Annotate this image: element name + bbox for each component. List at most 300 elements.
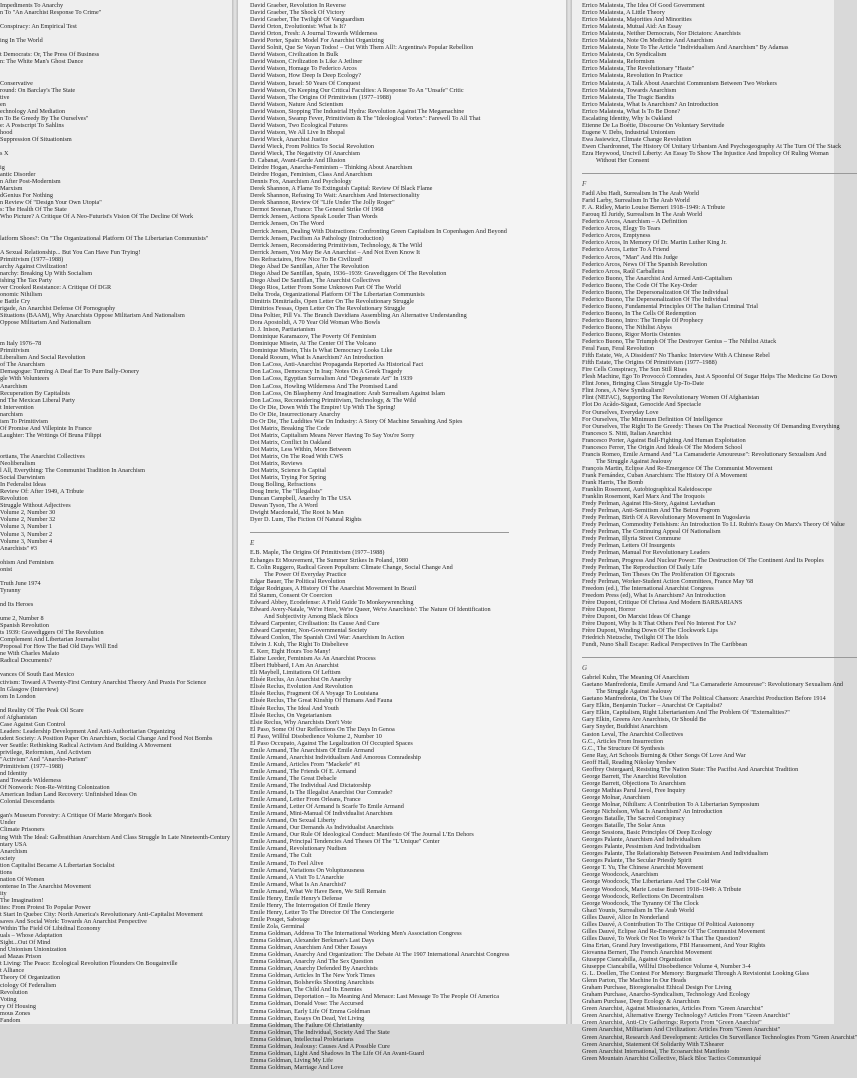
bibliography-entry: Graham Purchase, Anarcho-Syndicalism, Technology And Ecology — [582, 991, 750, 999]
bibliography-entry: ry Of Housing — [0, 1002, 37, 1010]
bibliography-entry: El Paso, Willful Disobedience Volume 2, Number 10 — [250, 732, 382, 740]
bibliography-entry: Edward Abbey, Ecodefense: A Field Guide To Monkeywrenching — [250, 598, 414, 606]
bibliography-entry: nd Its Heroes — [0, 600, 34, 608]
bibliography-entry: Francesco Ferrer, The Origin And Ideals Of The Modern School — [582, 443, 743, 451]
bibliography-entry: Fredy Perlman, Illyria Street Commune — [582, 535, 681, 543]
bibliography-entry: Emma Goldman, Living My Life — [250, 1056, 333, 1064]
bibliography-entry: ishing The Tax Party — [0, 276, 52, 284]
bibliography-entry: Federico Arcos, News Of The Spanish Revolution — [582, 260, 708, 268]
bibliography-entry: ver Crooked Resistance: A Critique Of DGR — [0, 283, 112, 291]
bibliography-entry: Emma Goldman, Bolsheviks Shooting Anarchists — [250, 979, 374, 987]
bibliography-entry: Edward Avery-Natale, 'We're Here, We're Queer, We're Anarchists': The Nature Of Identification — [250, 605, 491, 613]
bibliography-entry: George Nicholson, What Is Anarchism? An Introduction — [582, 808, 723, 816]
bibliography-entry: rigade, An Anarchist Defense Of Pornography — [0, 305, 116, 313]
bibliography-entry: Edward Carpenter, Civilisation: Its Cause And Cure — [250, 619, 380, 627]
bibliography-entry: Duncan Campbell, Anarchy In The USA — [250, 495, 352, 503]
bibliography-entry: David Watson, We All Live In Bhopal — [250, 128, 345, 136]
bibliography-entry: Elisée Reclus, An Anarchist On Anarchy — [250, 676, 352, 684]
bibliography-entry: George Woodcock, Anarchism — [582, 871, 659, 879]
bibliography-entry: narchy: Breaking Up With Socialism — [0, 269, 93, 277]
bibliography-entry: Flint Jones, Bringing Class Struggle Up-To-Date — [582, 380, 704, 388]
bibliography-entry: Gaetano Manfredonia, Emile Armand And "La Camaraderie Amoureuse": Revolutionary Sexualism And — [582, 681, 844, 689]
bibliography-entry: ne With Charles Malato — [0, 650, 60, 658]
bibliography-entry: Demagogue: Turning A Deaf Ear To Pure Bally-Oonery — [0, 368, 140, 376]
bibliography-entry: Tyranny — [0, 586, 21, 594]
bibliography-entry: Des Refractaires, How Nice To Be Civilized! — [250, 255, 363, 263]
bibliography-entry: Do Or Die, Insurrectionary Anarchy — [250, 410, 341, 418]
bibliography-entry: Spanish Revolution — [0, 622, 50, 630]
bibliography-entry: François Martin, Eclipse And Re-Emergence Of The Communist Movement — [582, 464, 773, 472]
bibliography-entry: David Watson, Two Ecological Futures — [250, 121, 348, 129]
bibliography-entry: Under — [0, 819, 16, 827]
bibliography-entry: Dwight Macdonald, The Root Is Man — [250, 509, 344, 517]
bibliography-entry: m Italy 1976–78 — [0, 340, 42, 348]
bibliography-entry: Green Anarchist, Statement Of Solidarity With T.Shearer — [582, 1040, 725, 1048]
bibliography-entry: Derrick Jensen, Pacifism As Pathology (Introduction) — [250, 234, 384, 242]
bibliography-entry: Derek Shannon, Refusing To Wait: Anarchism And Intersectionality — [250, 192, 420, 200]
bibliography-entry — [0, 72, 230, 79]
bibliography-entry: Derrick Jensen, Dealing With Distractions: Confronting Green Capitalism In Copenhagen And Beyond — [250, 227, 507, 235]
bibliography-entry: narchism — [0, 410, 23, 418]
bibliography-entry: Emma Goldman, Essays On Dead, Yet Living — [250, 1014, 365, 1022]
bibliography-entry: t Start In Quebec City: North America's Revolutionary Anti-Capitalist Movement — [0, 911, 203, 919]
section-divider — [582, 173, 857, 174]
bibliography-entry: Geoffrey Ostergaard, Resisting The Nation State: The Pacifist And Anarchist Tradition — [582, 765, 799, 773]
bibliography-entry: hood — [0, 128, 13, 136]
bibliography-entry — [0, 446, 230, 453]
bibliography-entry: Fifth Estate, We, A Dissident? No Thanks: Interview With A Chinese Rebel — [582, 352, 770, 360]
bibliography-entry: Revolution — [0, 988, 28, 996]
bibliography-entry: Delta Troda, Organizational Platform Of The Libertarian Communists — [250, 290, 425, 298]
bibliography-entry: Graham Purchase, Deep Ecology & Anarchism — [582, 998, 700, 1006]
bibliography-entry: Gary Elkin, Greens Are Anarchists, Or Should Be — [582, 716, 707, 724]
bibliography-entry: Green Anarchist, Militarism And Civilization: Articles From "Green Anarchist" — [582, 1026, 781, 1034]
bibliography-entry: Primitivism — [0, 347, 30, 355]
bibliography-entry: Emile Armand, The Anarchism Of Emile Armand — [250, 746, 374, 754]
bibliography-entry: George Sessions, Basic Principles Of Deep Ecology — [582, 829, 712, 837]
bibliography-entry: t Democrats: Or, The Press Of Business — [0, 51, 100, 59]
bibliography-entry: Review Of: After 1949, A Tribute — [0, 488, 84, 496]
bibliography-entry: David Graeber, The Twilight Of Vanguardism — [250, 16, 365, 24]
bibliography-entry — [0, 143, 230, 150]
bibliography-entry: Emile Zola, Germinal — [250, 922, 305, 930]
bibliography-entry: ism To Primitivism — [0, 417, 48, 425]
bibliography-entry: Emile Armand, Letter From Orleans, France — [250, 796, 361, 804]
bibliography-entry — [0, 664, 230, 671]
bibliography-entry: Eli Maybell, Limitations Of Leftism — [250, 669, 341, 677]
bibliography-entry: David Watson, Homage To Federico Arcos — [250, 65, 357, 73]
bibliography-entry: Francesco Porter, Against Bull-Fighting And Human Exploitation — [582, 436, 746, 444]
bibliography-entry: Emile Armand, The Individual And Dictatorship — [250, 782, 371, 790]
bibliography-entry: Within The Field Of Libidinal Economy — [0, 925, 101, 933]
bibliography-entry: onist — [0, 565, 13, 573]
bibliography-entry: Climate Prisoners — [0, 826, 45, 834]
bibliography-entry: n Review Of "Design Your Own Utopia" — [0, 199, 102, 207]
bibliography-entry: Edgar Rodrigues, A History Of The Anarchist Movement In Brazil — [250, 584, 417, 592]
bibliography-entry: Emile Armand, A Visit To L'Anarchie — [250, 873, 344, 881]
bibliography-entry: round: On Barclay's The State — [0, 86, 76, 94]
bibliography-entry: Giuseppe Ciancabilla, Willful Disobedience Volume 4, Number 3-4 — [582, 963, 751, 971]
bibliography-entry: Gilles Dauvé, To Work Or Not To Work? Is That The Question? — [582, 934, 742, 942]
bibliography-entry: Situations (BAAM), Why Anarchists Oppose Militarism And Nationalism — [0, 312, 185, 320]
bibliography-entry: nation Of Women — [0, 875, 45, 883]
bibliography-entry: Do Or Die, The Luddites War On Industry: A Story Of Machine Smashing And Spies — [250, 417, 463, 425]
bibliography-entry: Diego Abad De Santillan, After The Revolution — [250, 262, 369, 270]
bibliography-entry — [0, 333, 230, 340]
bibliography-entry: s X — [0, 149, 9, 157]
bibliography-entry: en — [0, 100, 6, 108]
bibliography-entry: Don LaCoss, Howling Wilderness And The Promised Land — [250, 382, 398, 390]
bibliography-entry: Frank Fernández, Cuban Anarchism: The History Of A Movement — [582, 471, 748, 479]
bibliography-entry: Emile Armand, Anarchist Individualism And Amorous Comradeship — [250, 753, 421, 761]
bibliography-entry: Ewen Chardronnet, The History Of Unitary Urbanism And Psychogeography At The Turn Of The Stack — [582, 142, 842, 150]
bibliography-entry: The Struggle Against Jealousy — [596, 457, 673, 465]
bibliography-entry: Revolution — [0, 495, 28, 503]
bibliography-entry: vances Of South East Mexico — [0, 671, 75, 679]
bibliography-entry: Georges Bataille, The Sacred Conspiracy — [582, 815, 685, 823]
bibliography-entry: Sight...Out Of Mind — [0, 939, 51, 947]
bibliography-entry: Dominique Karamazov, The Poverty Of Feminism — [250, 333, 377, 341]
bibliography-entry: Derek Shannon, Review Of "Life Under The Jolly Roger" — [250, 199, 395, 207]
bibliography-entry: Emma Goldman, Address To The International Working Men's Association Congress — [250, 930, 462, 937]
bibliography-entry: Errico Malatesta, A Little Theory — [582, 9, 665, 17]
bibliography-entry: Gary Elkin, Benjamin Tucker – Anarchist Or Capitalist? — [582, 702, 723, 710]
bibliography-entry: Federico Buono, Fundamental Principles Of The Italian Criminal Trial — [582, 302, 759, 310]
bibliography-entry: Dot Matrix, On The Road With CWS — [250, 453, 344, 460]
bibliography-entry — [0, 700, 230, 707]
bibliography-entry: G.C., Articles From Insurrection — [582, 737, 664, 745]
bibliography-entry: Emile Armand, Mini-Manual Of Individualist Anarchism — [250, 810, 393, 818]
bibliography-entry: Giuseppe Ciancabilla, Against Organization — [582, 956, 692, 963]
bibliography-entry: of The Anarchism — [0, 361, 45, 369]
bibliography-entry: Fredy Perlman, The Continuing Appeal Of Nationalism — [582, 528, 721, 536]
bibliography-entry: Federico Arcos, "Man" And His Judge — [582, 253, 678, 261]
bibliography-entry: Errico Malatesta, Towards Anarchism — [582, 86, 677, 94]
right-page — [572, 0, 857, 1062]
bibliography-entry: e: A Postscript To Sahlins — [0, 121, 64, 129]
bibliography-entry: David Watson, Israel: 50 Years Of Conquest — [250, 79, 361, 87]
bibliography-entry: The Power Of Everyday Practice — [264, 570, 347, 578]
bibliography-entry: Fredy Perlman, Birth Of A Revolutionary Movement In Yugoslavia — [582, 514, 750, 522]
bibliography-entry: Emile Armand, Principal Tendencies And Theses Of The "L'Unique" Center — [250, 838, 440, 846]
bibliography-entry: George Barrett, The Anarchist Revolution — [582, 772, 687, 780]
bibliography-entry: Federico Buono, In The Cells Of Redemption — [582, 309, 696, 317]
bibliography-entry: Proposal For How The Bad Old Days Will End — [0, 643, 118, 651]
bibliography-entry: Graham Purchase, Bioregionalist Ethical Design For Living — [582, 984, 732, 992]
bibliography-entry: tive — [0, 93, 10, 101]
bibliography-entry: ciology Of Federalism — [0, 981, 57, 989]
bibliography-entry: David Orton, Fresh: A Journal Towards Wilderness — [250, 30, 378, 38]
bibliography-entry: Fifth Estate, The Origins Of Primitivism (1977–1988) — [582, 359, 717, 367]
bibliography-entry: Emile Armand, Letter Of Armand Is Scarfe To Emile Armand — [250, 803, 404, 811]
bibliography-entry: David Porter, Spain: Model For Anarchist Organizing — [250, 37, 384, 45]
bibliography-entry: Fredy Perlman, Against His-Story, Against Leviathan — [582, 500, 716, 508]
bibliography-entry: Ghazi Younis, Surrealism In The Arab World — [582, 906, 695, 914]
bibliography-entry: George Molnar, Anarchism — [582, 793, 650, 801]
bibliography-entry: Green Mountain Anarchist Collective, Black Bloc Tactics Communiqué — [582, 1054, 762, 1062]
bibliography-entry: Marxism — [0, 185, 23, 193]
bibliography-entry: Volume 3, Number 1 — [0, 523, 53, 531]
bibliography-entry: American Indian Land Recovery: Unfinished Ideas On — [0, 791, 137, 799]
bibliography-entry: ing With The Ideal: Galbraithian Anarchism And Class Struggle In Late Nineteenth-Century — [0, 833, 230, 841]
bibliography-entry: Anarchism — [0, 847, 28, 855]
middle-page — [238, 0, 566, 1071]
bibliography-entry: nd Identity — [0, 770, 28, 778]
bibliography-entry: Do Or Die, Down With The Empire! Up With The Spring! — [250, 403, 396, 411]
bibliography-entry: In Federalist Ideas — [0, 481, 47, 489]
bibliography-entry: Derrick Jensen, On The Word — [250, 220, 325, 228]
bibliography-entry: The Struggle Against Jealousy — [596, 688, 673, 696]
bibliography-entry: uals – Whose Adaptation — [0, 932, 63, 940]
bibliography-entry: Fandom — [0, 1016, 21, 1024]
bibliography-entry: Farouq El Juridy, Surrealism In The Arab World — [582, 211, 703, 219]
bibliography-entry: saves And Social Work: Towards An Anarchist Perspective — [0, 918, 147, 926]
bibliography-entry: Friedrich Nietzsche, Twilight Of The Idols — [582, 634, 689, 642]
bibliography-entry: A Sexual Relationship... But You Can Have Fun Trying! — [0, 248, 141, 256]
bibliography-entry: dGenius For Nothing — [0, 192, 53, 200]
bibliography-entry — [0, 326, 230, 333]
bibliography-entry: ociety — [0, 854, 16, 862]
bibliography-entry: Gina Ertan, Grand Jury Investigations, FBI Harassment, And Your Rights — [582, 941, 766, 949]
bibliography-entry: ontense In The Anarchist Movement — [0, 882, 91, 890]
bibliography-entry: Gene Ray, Art Schools Burning & Other Songs Of Love And War — [582, 751, 746, 759]
bibliography-entry: Errico Malatesta, Neither Democrats, Nor Dictators: Anarchists — [582, 30, 741, 38]
bibliography-entry: Errico Malatesta, Revolution In Practice — [582, 72, 683, 80]
bibliography-entry: David Solnit, Que Se Vayan Todos! – Out With Them All!: Argentina's Popular Rebellion — [250, 44, 474, 52]
bibliography-entry: Emma Goldman, Anarchy And The Sex Question — [250, 958, 374, 966]
bibliography-entry: Federico Arcos, Elegy To Tears — [582, 225, 661, 233]
bibliography-entry: Emile Henry, Letter To The Director Of The Conciergerie — [250, 908, 394, 916]
bibliography-entry: Green Anarchist, Against Missionaries, Articles From "Green Anarchist" — [582, 1005, 764, 1013]
bibliography-entry: Voting — [0, 995, 17, 1003]
bibliography-entry: t Alliance — [0, 967, 25, 975]
bibliography-entry: Emile Armand, The Friends Of E. Armand — [250, 767, 357, 775]
bibliography-entry: Federico Arcos, Letter To A Friend — [582, 246, 670, 254]
section-letter: F — [582, 180, 587, 189]
right-page-entries — [582, 2, 857, 1069]
bibliography-entry: Francis Romeo, Emile Armand And "La Camaraderie Amoureuse": Revolutionary Sexualism And — [582, 450, 827, 458]
bibliography-entry: Franklin Rosemont, Autobiographical Kaleidoscope — [582, 486, 712, 494]
bibliography-entry: ity — [0, 889, 7, 897]
bibliography-entry: George Woodcock, Reflections On Decentralism — [582, 892, 704, 900]
bibliography-entry: Gilles Dauvé, Eclipse And Re-Emergence Of The Communist Movement — [582, 927, 766, 935]
bibliography-entry: Emma Goldman, Anarchy Defended By Anarchists — [250, 965, 378, 973]
bibliography-entry: Diego Rios, Letter From Some Unknown Part Of The World — [250, 283, 401, 291]
bibliography-entry: Errico Malatesta, The Idea Of Good Government — [582, 2, 705, 9]
bibliography-entry: David Watson, Swamp Fever, Primitivism & The "Ideological Vortex": Farewell To All That — [250, 114, 481, 122]
bibliography-entry: Complement And Libertarian Journalist — [0, 636, 100, 644]
bibliography-entry: Elisée Reclus, The Ideal And Youth — [250, 704, 339, 712]
bibliography-entry: Recuperation By Capitalists — [0, 389, 70, 397]
section-divider — [582, 657, 857, 658]
bibliography-entry: Don LaCoss, Anti-Anarchist Propaganda Reported As Historical Fact — [250, 361, 424, 369]
bibliography-entry: George Molnar, Nihilism: A Contribution To A Libertarian Symposium — [582, 800, 760, 808]
bibliography-entry: Fredy Perlman, Ten Theses On The Proliferation Of Egocrats — [582, 570, 735, 578]
bibliography-entry: Dot Matrix, Capitalism Means Never Having To Say You're Sorry — [250, 431, 415, 439]
bibliography-entry: Emma Goldman, Donald Vose: The Accursed — [250, 1000, 364, 1008]
bibliography-entry: Gaston Leval, The Anarchist Collectives — [582, 730, 684, 738]
bibliography-entry: Errico Malatesta, A Talk About Anarchist Communism Between Two Workers — [582, 79, 777, 87]
bibliography-entry: ntary USA — [0, 840, 27, 848]
bibliography-entry: Gary Snyder, Buddhist Anarchism — [582, 723, 668, 731]
bibliography-entry: Laughter: The Writings Of Bruna Filippi — [0, 431, 102, 439]
bibliography-entry: Frank Harris, The Bomb — [582, 479, 644, 486]
bibliography-entry: Emma Goldman, The Failure Of Christianity — [250, 1021, 363, 1029]
bibliography-entry: Colonial Descendants — [0, 798, 55, 806]
bibliography-entry: Emma Goldman, The Individual, Society And The State — [250, 1028, 390, 1036]
bibliography-entry: Dot Matrix, Less Within, More Between — [250, 445, 351, 453]
bibliography-entry: Emile Armand, Our Rule Of Ideological Conduct: Manifesto Of The Journal L'En Dehors — [250, 831, 474, 839]
bibliography-entry: David Graeber, Revolution In Reverse — [250, 2, 346, 9]
bibliography-entry: Federico Buono, Rigor Mortis Ostentes — [582, 331, 681, 339]
bibliography-entry: Dermot Sreenan, France: The General Strike Of 1968 — [250, 206, 384, 214]
bibliography-entry: Don LaCoss, Egyptian Surrealism And "Degenerate Art" In 1939 — [250, 375, 413, 383]
bibliography-entry: Emma Goldman, Jealousy: Causes And A Possible Cure — [250, 1042, 390, 1050]
bibliography-entry: Who Picture? A Critique Of A Neo-Futurist's Vision Of The Decline Of Work — [0, 213, 194, 221]
bibliography-entry: Geoff Hall, Reading Nikolay Yershev — [582, 758, 676, 766]
bibliography-entry: G. L. Doellen, The Contest For Memory: Burgmarkt Through A Revisionist Looking Glass — [582, 970, 809, 978]
bibliography-entry: Emile Armand, Articles From "Mackefe" #1 — [250, 760, 361, 768]
bibliography-entry: David Watson, How Deep Is Deep Ecology? — [250, 72, 361, 80]
bibliography-entry: David Graeber, The Shock Of Victory — [250, 9, 345, 17]
bibliography-entry: Feral Faun, Feral Revolution — [582, 345, 655, 353]
bibliography-entry: and Towards Wilderness — [0, 777, 62, 785]
bibliography-entry: The Imagination! — [0, 896, 44, 904]
bibliography-entry: Green Anarchist, Research And Development: Articles On Surveillance Technologies From "Green Anarchist" — [582, 1033, 857, 1041]
bibliography-entry — [0, 220, 230, 227]
bibliography-entry: Dot Matrix, Breaking The Code — [250, 424, 330, 432]
bibliography-entry: Emma Goldman, Light And Shadows In The Life Of An Avant-Guard — [250, 1049, 425, 1057]
bibliography-entry — [0, 157, 230, 164]
bibliography-entry: Frère Dupont, On Marxist Ideas Of Change — [582, 612, 691, 620]
bibliography-entry: Freedom Press (ed), What Is Anarchism? An Introduction — [582, 591, 726, 599]
middle-page-entries — [250, 2, 509, 1078]
bibliography-entry: David Wieck, Anarchist Justice — [250, 135, 329, 143]
bibliography-entry: Emma Goldman, Deportation – Its Meaning And Menace: Last Message To The People Of America — [250, 993, 500, 1001]
bibliography-entry: Emile Armand, Our Demands As Individualist Anarchists — [250, 824, 394, 832]
bibliography-entry: Emile Armand, Revolutionary Nudism — [250, 845, 347, 853]
bibliography-entry: Dominique Misein, At The Center Of The Volcano — [250, 340, 377, 348]
bibliography-entry: Don LaCoss, On Blasphemy And Imagination: Arab Surrealism Against Islam — [250, 389, 445, 397]
bibliography-entry: Echanges Et Mouvement, The Summer Strikes In Poland, 1980 — [250, 556, 409, 564]
bibliography-entry: Flint (NEFAC), Supporting The Revolutionary Women Of Afghanistan — [582, 394, 760, 402]
bibliography-entry: Fredy Perlman, Anti-Semitism And The Beirut Pogrom — [582, 507, 720, 515]
bibliography-entry: For Ourselves, Everyday Love — [582, 408, 659, 416]
bibliography-entry: privilege, Reformism, And Activism — [0, 748, 91, 756]
bibliography-entry: George Woodcock, The Tyranny Of The Clock — [582, 899, 699, 907]
bibliography-entry: ts 1939: Gravediggers Of The Revolution — [0, 629, 104, 637]
bibliography-entry: ad Mazas Prison — [0, 953, 42, 961]
bibliography-entry: Struggle Without Adjectives — [0, 502, 71, 510]
bibliography-entry: t Intervention — [0, 403, 34, 411]
bibliography-entry: David Watson, Stopping The Industrial Hydra: Revolution Against The Megamachine — [250, 107, 465, 115]
bibliography-entry: Case Against Gun Control — [0, 720, 66, 728]
bibliography-entry: Federico Arcos, In Memory Of Dr. Martin Luther King Jr. — [582, 239, 727, 247]
bibliography-entry: Dimitrios Fessas, Open Letter On The Revolutionary Struggle — [250, 305, 406, 313]
bibliography-entry: Dimitris Dimitriadis, Open Letter On The Revolutionary Struggle — [250, 297, 415, 305]
bibliography-entry: Frère Dupont, Why Is It That Others Feel No Interest For Us? — [582, 619, 737, 627]
bibliography-entry — [0, 16, 230, 23]
bibliography-entry: Don LaCoss, Democracy In Iraq: Notes On A Greek Tragedy — [250, 368, 403, 376]
bibliography-entry: D. J. Inison, Partiarianism — [250, 326, 316, 334]
bibliography-entry: Federico Buono, The Code Of The Key-Order — [582, 281, 698, 289]
bibliography-entry: Emma Goldman, Anarchy And Organization: The Debate At The 1907 International Anarchist Congress — [250, 951, 510, 959]
bibliography-entry: Glenn Parton, The Machine In Our Heads — [582, 977, 687, 985]
bibliography-entry: Of Promise And Villepinte In France — [0, 424, 92, 432]
bibliography-entry: om In London — [0, 692, 36, 700]
bibliography-entry: Volume 3, Number 2 — [0, 530, 53, 538]
bibliography-entry: Derrick Jensen, You May Be An Anarchist – And Not Even Know It — [250, 248, 420, 256]
bibliography-entry: Emile Armand, The Cult — [250, 852, 312, 860]
bibliography-entry: Diego Abad De Santillan, Spain, 1936–1939: Gravediggers Of The Revolution — [250, 269, 447, 277]
bibliography-entry: Deirdre Hogan, Anarcha-Feminism – Thinking About Anarchism — [250, 164, 413, 172]
bibliography-entry: Doug Bolling, Refractions — [250, 481, 316, 489]
bibliography-entry: Derrick Jensen, Actions Speak Louder Than Words — [250, 213, 378, 221]
bibliography-entry: Edward Conlon, The Spanish Civil War: Anarchism In Action — [250, 634, 405, 642]
bibliography-entry: ortians, The Anarchist Collectives — [0, 453, 85, 460]
bibliography-entry: Georges Palante, The Secular Priestly Spirit — [582, 857, 692, 865]
bibliography-entry: And Subjectivity Among Black Blocs — [264, 612, 359, 620]
bibliography-entry: Errico Malatesta, Note On Medicine And Anarchism — [582, 37, 714, 45]
bibliography-entry: Dot Matrix, Reviews — [250, 460, 303, 468]
bibliography-entry: Franklin Rosemont, Karl Marx And The Iroquois — [582, 493, 705, 501]
bibliography-entry: Neoliberalism — [0, 460, 36, 468]
bibliography-entry: nd The Mexican Liberal Party — [0, 396, 76, 404]
bibliography-entry: Emma Goldman, Anarchism And Other Essays — [250, 944, 368, 952]
bibliography-entry: mous Zones — [0, 1009, 31, 1017]
bibliography-entry: Elisée Reclus, The Great Kinship Of Humans And Fauna — [250, 697, 393, 705]
bibliography-entry: Volume 3, Number 4 — [0, 537, 53, 545]
bibliography-entry: tion Capitalist Became A Libertarian Socialist — [0, 861, 115, 869]
section-divider — [250, 532, 509, 533]
bibliography-entry: Without Her Consent — [596, 157, 650, 165]
bibliography-entry: Errico Malatesta, What Is To Be Done? — [582, 107, 681, 115]
bibliography-entry: Errico Malatesta, Reformism — [582, 58, 655, 66]
bibliography-entry: Escalating Identity, Why Is Oakland — [582, 114, 673, 122]
section-letter: E — [250, 539, 255, 548]
bibliography-entry: Gary Elkin, Capitalism, Right Libertarianism And The Problem Of "Externalities?" — [582, 709, 790, 717]
bibliography-entry: Oppose Militarism And Nationalism — [0, 319, 91, 327]
bibliography-entry — [0, 242, 230, 249]
bibliography-entry: Errico Malatesta, The Tragic Bandits — [582, 93, 675, 101]
bibliography-entry: Elbert Hubbard, I Am An Anarchist — [250, 662, 339, 670]
bibliography-entry: Giovanna Berneri, The French Anarchist Movement — [582, 948, 713, 956]
bibliography-entry: Flint Jones, A New Syndicalism? — [582, 387, 665, 395]
bibliography-entry: Anarchists" #3 — [0, 544, 38, 552]
bibliography-entry: Elisée Reclus, On Vegetarianism — [250, 711, 332, 719]
bibliography-entry: Elisée Reclus, Evolution And Revolution — [250, 683, 353, 691]
bibliography-entry: Frère Dupont, Horror — [582, 605, 636, 613]
bibliography-entry: n After Post-Modernism — [0, 178, 61, 186]
bibliography-entry — [0, 228, 230, 235]
bibliography-entry: t Living: The Peace: Ecological Revolution Flounders On Bougainville — [0, 960, 178, 968]
bibliography-entry: Edwin J. Kuh, The Right To Disbelieve — [250, 641, 349, 649]
bibliography-entry — [0, 608, 230, 615]
bibliography-entry: Emile Armand, Is The Illegalist Anarchist Our Comrade? — [250, 789, 393, 797]
bibliography-entry: Volume 2, Number 30 — [0, 509, 56, 517]
bibliography-entry: Flesh Machine, Ego To Provoccò Comrades, Just A Spoonful Of Sugar Helps The Medicine Go Down — [582, 373, 838, 381]
bibliography-entry: echnology And Mediation — [0, 107, 66, 115]
bibliography-entry: Errico Malatesta, On Syndicalism — [582, 51, 667, 59]
bibliography-entry: Gabriel Kuhn, The Meaning Of Anarchism — [582, 674, 690, 682]
bibliography-entry: Federico Buono, The Depersonalization Of The Individual — [582, 295, 729, 303]
bibliography-entry: Emile Armand, Variations On Voluptuousness — [250, 866, 365, 874]
bibliography-entry: Elsie Reclus, Why Anarchists Don't Vote — [250, 718, 352, 726]
bibliography-entry: Green Anarchist, Alternative Energy Technology? Articles From "Green Anarchist" — [582, 1012, 790, 1020]
bibliography-entry: udent Society: A Position Paper On Anarchism, Social Change And Food Not Bombs — [0, 734, 213, 742]
bibliography-entry: Edward Carpenter, Non-Governmental Society — [250, 626, 368, 634]
bibliography-entry: Federico Arcos, Raúl Carballeira — [582, 267, 665, 275]
